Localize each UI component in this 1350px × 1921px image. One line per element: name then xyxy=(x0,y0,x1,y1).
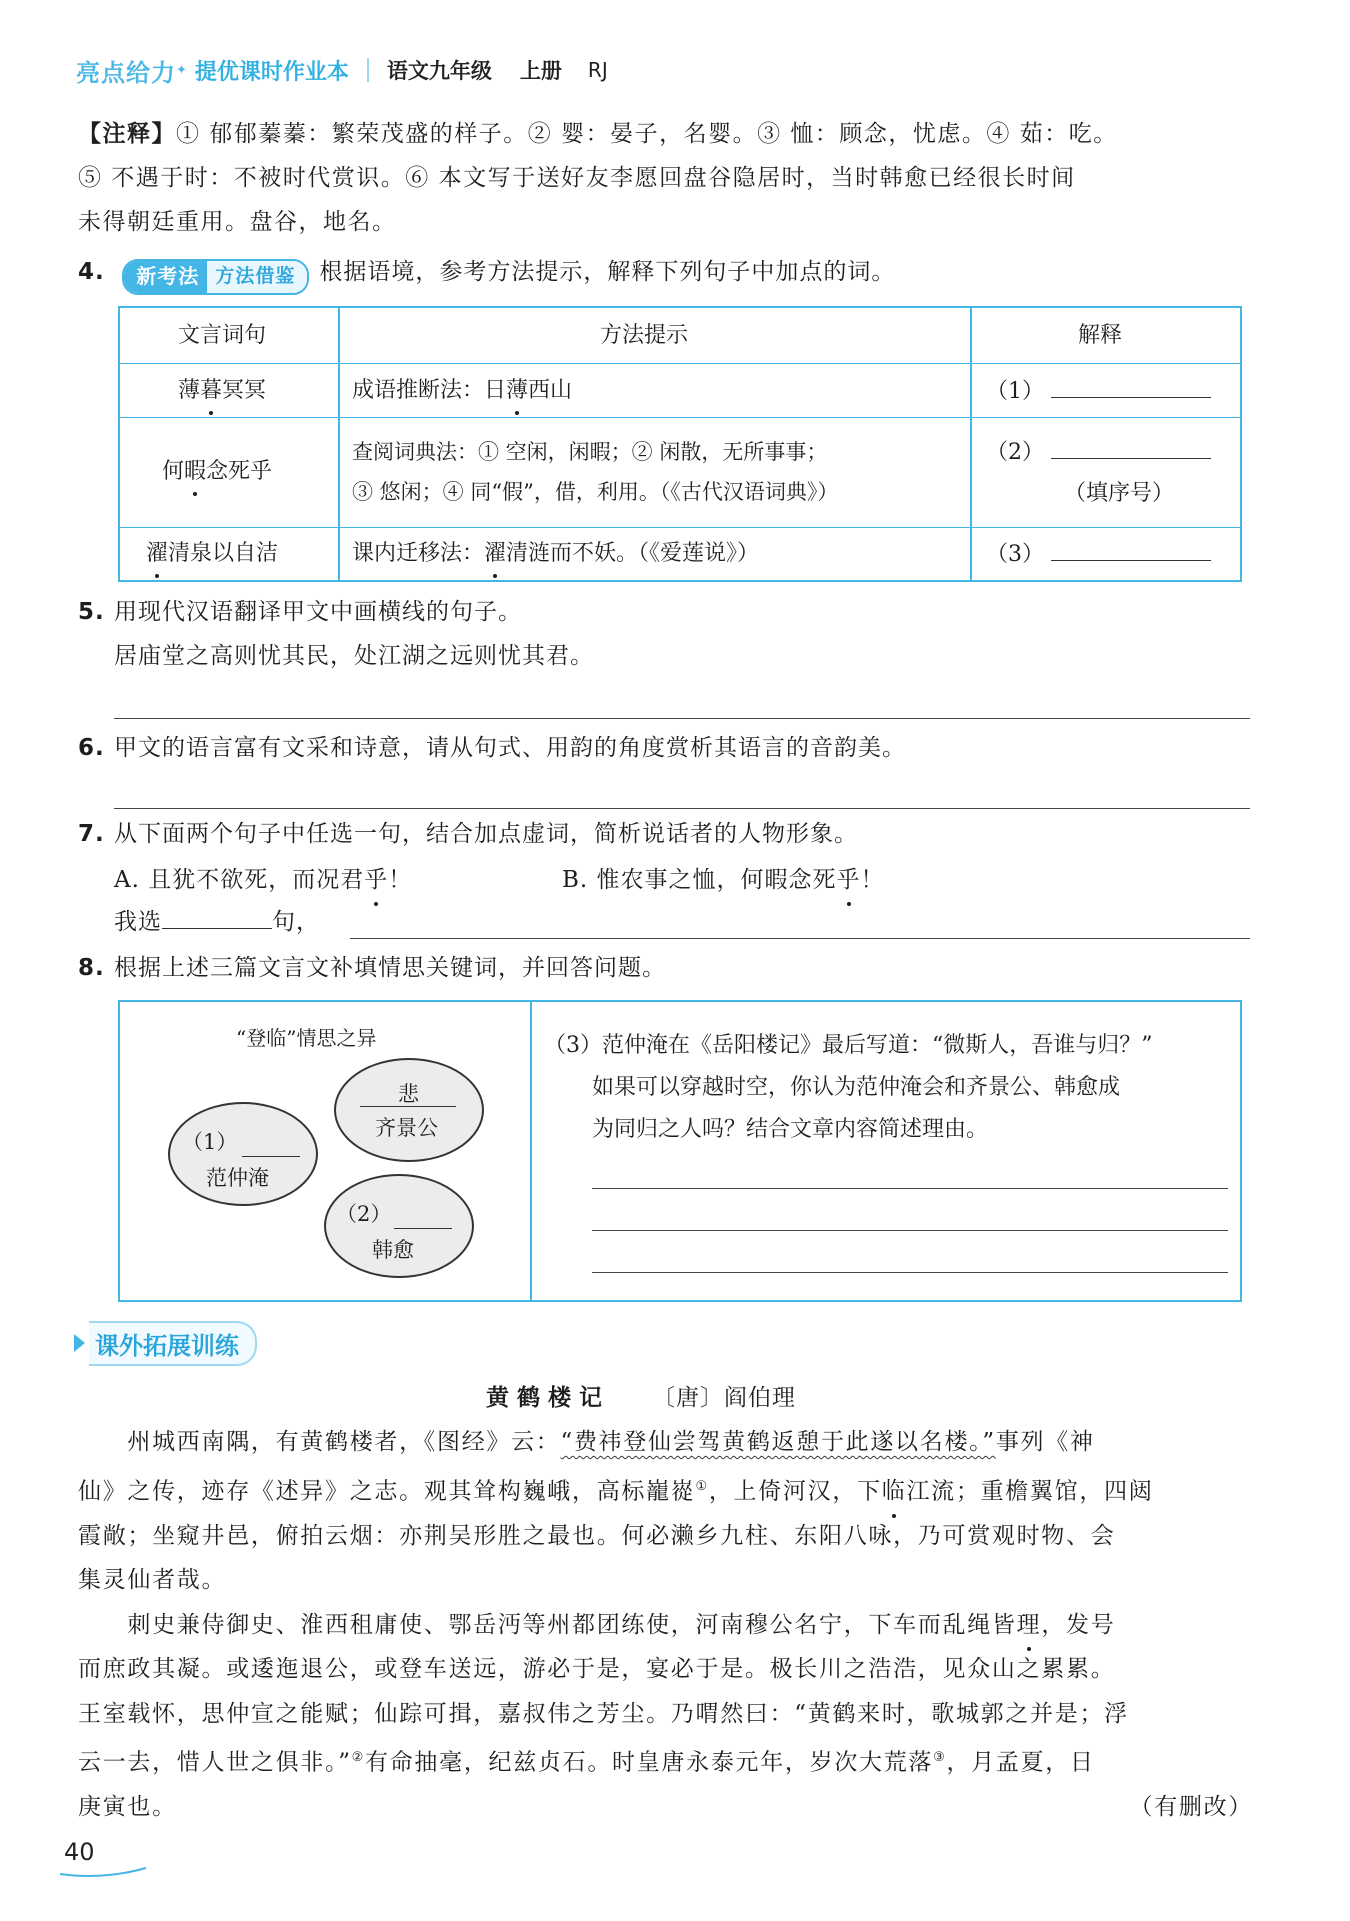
passage-line: 庚寅也。 （有删改） xyxy=(78,1785,1253,1830)
emphasis-dot-word: 乎 xyxy=(837,858,861,902)
emphasis-dot-word: 理 xyxy=(1017,1603,1042,1648)
answer-blank[interactable] xyxy=(1051,432,1211,459)
passage-line: 霞敞；坐窥井邑，俯拍云烟：亦荆吴形胜之最也。何必濑乡九柱、东阳八咏，乃可赏观时物、会 xyxy=(78,1522,1116,1549)
brand-logo: 亮点给力 xyxy=(76,58,176,87)
footnote-marker: ③ xyxy=(933,1750,947,1766)
question-8 xyxy=(78,946,666,990)
emphasis-dot-word: 临 xyxy=(882,1469,907,1514)
option-a: A. 且犹不欲死，而况君乎！ xyxy=(114,858,412,902)
question-6 xyxy=(78,726,906,770)
answer-cell: （1） xyxy=(986,371,1211,412)
annotation-notes xyxy=(78,112,1258,244)
keyword-underline xyxy=(360,1106,456,1107)
page-header xyxy=(76,50,608,90)
passage-line: 而庶政其凝。或逶迤退公，或登车送远，游必于是，宴必于是。极长川之浩浩，见众山之累累。 xyxy=(78,1656,1116,1683)
notes-line: 未得朝廷重用。盘谷，地名。 xyxy=(78,209,397,235)
ellipse-qijinggong xyxy=(334,1058,484,1162)
notes-label: 【注释】 xyxy=(78,121,176,147)
answer-cell: （3） xyxy=(986,534,1211,575)
volume-label: 上册 xyxy=(519,59,562,83)
method-table xyxy=(118,306,1242,582)
ellipse-label: （1） xyxy=(182,1130,238,1154)
subject-label: 语文九年级 xyxy=(386,59,492,83)
column-header: 文言词句 xyxy=(178,323,267,348)
question-text: 从下面两个句子中任选一句，结合加点虚词，简析说话者的人物形象。 xyxy=(114,821,858,847)
passage-line: 集灵仙者哉。 xyxy=(78,1567,227,1594)
passage-author: 〔唐〕阎伯理 xyxy=(652,1385,796,1411)
column-header: 方法提示 xyxy=(600,323,689,348)
emphasis-dot-word: 暮 xyxy=(200,371,222,411)
answer-blank[interactable] xyxy=(242,1130,300,1157)
translation-sentence: 居庙堂之高则忧其民，处江湖之远则忧其君。 xyxy=(114,643,594,669)
header-divider xyxy=(367,58,369,82)
subquestion-line: 如果可以穿越时空，你认为范仲淹会和齐景公、韩愈成 xyxy=(592,1075,1121,1100)
question-number: 4. xyxy=(78,259,105,285)
answer-blank[interactable] xyxy=(1051,534,1211,561)
footnote-marker: ② xyxy=(351,1750,366,1766)
answer-blank[interactable] xyxy=(394,1202,452,1229)
table-row xyxy=(120,364,1240,418)
page-number: 40 xyxy=(64,1838,95,1866)
series-title: 提优课时作业本 xyxy=(194,59,349,85)
passage-line: 云一去，惜人世之俱非。”②有命抽毫，纪兹贞石。时皇唐永泰元年，岁次大荒落③，月孟夏，日 xyxy=(78,1749,1095,1776)
passage-line: 州城西南隅，有黄鹤楼者，《图经》云：“费祎登仙尝驾黄鹤返憩于此遂以名楼。”事列《神 xyxy=(78,1429,1095,1455)
notes-line: 【注释】① 郁郁蓁蓁：繁荣茂盛的样子。② 婴：晏子，名婴。③ 恤：顾念，忧虑。④ 茹：吃。 xyxy=(78,121,1118,147)
answer-line[interactable] xyxy=(350,938,1250,939)
section-banner xyxy=(74,1322,257,1364)
wavy-underlined-sentence: “费祎登仙尝驾黄鹤返憩于此遂以名楼。” xyxy=(560,1429,996,1455)
subquestion-line: （3）范仲淹在《岳阳楼记》最后写道：“微斯人，吾谁与归？” xyxy=(544,1033,1153,1058)
notes-line: ⑤ 不遇于时：不被时代赏识。⑥ 本文写于送好友李愿回盘谷隐居时，当时韩愈已经很长时间 xyxy=(78,165,1076,191)
hint-cell-line: ③ 悠闲；④ 同“假”，借，利用。（《古代汉语词典》） xyxy=(352,480,839,504)
q8-box xyxy=(118,1000,1242,1302)
answer-line[interactable] xyxy=(592,1188,1228,1189)
ellipse-name: 齐景公 xyxy=(375,1116,438,1140)
hint-cell: 课内迁移法：濯清涟而不妖。（《爱莲说》） xyxy=(352,534,759,574)
emphasis-dot-word: 乎 xyxy=(364,858,388,902)
reading-title xyxy=(486,1378,796,1418)
source-note: （有删改） xyxy=(1129,1794,1253,1821)
passage-line: 王室载怀，思仲宣之能赋；仙踪可揖，嘉叔伟之芳尘。乃喟然曰：“黄鹤来时，歌城郭之并是；浮 xyxy=(78,1700,1129,1727)
arrow-icon xyxy=(74,1334,85,1352)
question-number: 8. xyxy=(78,955,105,981)
section-label: 课外拓展训练 xyxy=(89,1321,257,1366)
question-5 xyxy=(78,590,522,634)
column-header: 解释 xyxy=(1078,323,1123,348)
ellipse-label: （2） xyxy=(336,1202,392,1226)
reading-passage xyxy=(78,1420,1253,1830)
emphasis-dot-word: 濯 xyxy=(146,534,168,574)
question-number: 7. xyxy=(78,821,105,847)
question-number: 5. xyxy=(78,599,105,625)
emphasis-dot-word: 暇 xyxy=(184,452,206,492)
passage-line: 仙》之传，迹存《述异》之志。观其耸构巍峨，高标巃嵸①，上倚河汉，下临江流；重檐翼馆，四闼 xyxy=(78,1465,1253,1514)
answer-line[interactable] xyxy=(592,1272,1228,1273)
question-text: 用现代汉语翻译甲文中画横线的句子。 xyxy=(114,599,522,625)
passage-title: 黄鹤楼记 xyxy=(486,1385,610,1411)
edition-label: RJ xyxy=(587,58,608,82)
hint-cell-line: 查阅词典法：① 空闲，闲暇；② 闲散，无所事事； xyxy=(352,440,828,464)
subquestion-line: 为同归之人吗？结合文章内容简述理由。 xyxy=(592,1117,989,1142)
phrase-cell: 濯清泉以自洁 xyxy=(146,534,278,574)
answer-line[interactable] xyxy=(114,808,1250,809)
new-method-badge: 新考法 方法借鉴 xyxy=(122,259,309,295)
question-4 xyxy=(78,250,895,295)
phrase-cell: 薄暮冥冥 xyxy=(178,371,266,411)
emphasis-dot-word: 薄 xyxy=(506,371,528,411)
emphasis-dot-word: 濯 xyxy=(484,534,506,574)
question-text: 甲文的语言富有文采和诗意，请从句式、用韵的角度赏析其语言的音韵美。 xyxy=(114,735,906,761)
ellipse-name: 范仲淹 xyxy=(206,1166,269,1190)
answer-cell: （2） xyxy=(986,432,1211,473)
ellipse-label: 悲 xyxy=(398,1082,419,1106)
table-row xyxy=(120,418,1240,528)
choice-blank[interactable] xyxy=(162,902,272,929)
sparkle-icon: ✦ xyxy=(176,62,187,78)
answer-note: （填序号） xyxy=(1064,481,1175,506)
option-b: B. 惟农事之恤，何暇念死乎！ xyxy=(562,858,885,902)
phrase-cell: 何暇念死乎 xyxy=(162,452,272,492)
question-number: 6. xyxy=(78,735,105,761)
hint-cell: 成语推断法：日薄西山 xyxy=(352,371,572,411)
diagram-title: “登临”情思之异 xyxy=(236,1026,377,1050)
answer-line[interactable] xyxy=(592,1230,1228,1231)
footnote-marker: ① xyxy=(695,1478,709,1494)
table-header-row xyxy=(120,308,1240,364)
page-number-swoosh xyxy=(58,1866,148,1878)
passage-line: 刺史兼侍御史、淮西租庸使、鄂岳沔等州都团练使，河南穆公名宁，下车而乱绳皆理，发号 xyxy=(78,1603,1253,1648)
choice-line: 我选 句， xyxy=(114,900,320,944)
table-row xyxy=(120,528,1240,580)
box-divider xyxy=(530,1002,532,1300)
answer-line[interactable] xyxy=(114,718,1250,719)
question-text: 根据上述三篇文言文补填情思关键词，并回答问题。 xyxy=(114,955,666,981)
ellipse-name: 韩愈 xyxy=(372,1238,414,1262)
question-text: 根据语境，参考方法提示，解释下列句子中加点的词。 xyxy=(319,259,896,285)
question-7 xyxy=(78,812,858,856)
answer-blank[interactable] xyxy=(1051,371,1211,398)
